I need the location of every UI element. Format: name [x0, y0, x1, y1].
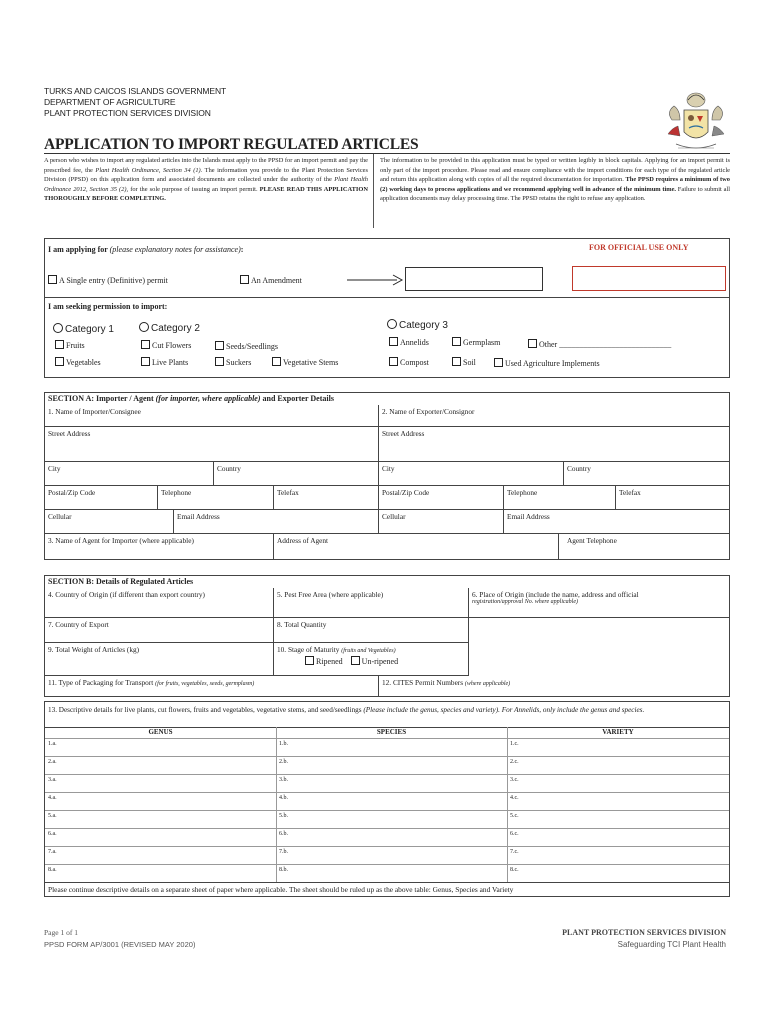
- importer-telephone-field[interactable]: [158, 486, 274, 510]
- genus-cell[interactable]: 4.a.: [48, 795, 57, 801]
- live-plants-option[interactable]: [141, 357, 188, 367]
- germplasm-option[interactable]: [452, 337, 500, 347]
- importer-postal-field[interactable]: [45, 486, 158, 510]
- variety-cell[interactable]: 5.c.: [510, 813, 519, 819]
- telephone-label: Telephone: [507, 488, 538, 497]
- pest-free-area-label: 5. Pest Free Area (where applicable): [277, 590, 384, 599]
- agent-name-field[interactable]: [45, 534, 274, 560]
- email-label: Email Address: [507, 512, 550, 521]
- other-checkbox[interactable]: [528, 339, 537, 348]
- suckers-option[interactable]: [215, 357, 251, 367]
- packaging-type-field[interactable]: [45, 676, 379, 697]
- vegetables-checkbox[interactable]: [55, 357, 64, 366]
- importer-email-field[interactable]: [174, 510, 379, 534]
- packaging-type-label: 11. Type of Packaging for Transport: [48, 678, 156, 687]
- seeds-option[interactable]: [215, 341, 278, 351]
- country-of-export-label: 7. Country of Export: [48, 620, 109, 629]
- section-b-title: SECTION B: Details of Regulated Articles: [45, 576, 730, 588]
- country-label: Country: [217, 464, 241, 473]
- species-cell[interactable]: 7.b.: [279, 849, 288, 855]
- vegetative-label: Vegetative Stems: [283, 358, 339, 367]
- cellular-label: Cellular: [382, 512, 406, 521]
- live-plants-label: Live Plants: [152, 358, 189, 367]
- vegetative-checkbox[interactable]: [272, 357, 281, 366]
- division-name: PLANT PROTECTION SERVICES DIVISION: [44, 108, 211, 118]
- species-cell[interactable]: 2.b.: [279, 759, 288, 765]
- soil-label: Soil: [463, 358, 476, 367]
- intro-text: The information to be provided in this application must be typed or written legibly in block capitals. Applying for an import permit is only part of the import procedure. Please read and ensure compliance with the import conditions for each type of the regulated article and return this application along with copies of all the required documentation for importation.: [380, 157, 730, 184]
- cellular-label: Cellular: [48, 512, 72, 521]
- fruits-option[interactable]: [55, 340, 85, 350]
- unripened-checkbox[interactable]: [351, 656, 360, 665]
- importer-name-label: 1. Name of Importer/Consignee: [48, 407, 141, 416]
- importer-cellular-field[interactable]: [45, 510, 174, 534]
- section-b-table: [44, 575, 730, 697]
- compost-label: Compost: [400, 358, 429, 367]
- descriptive-details-table: [44, 701, 730, 897]
- total-weight-label: 9. Total Weight of Articles (kg): [48, 645, 140, 654]
- total-quantity-field[interactable]: [274, 618, 469, 643]
- applying-label-text: I am applying for: [48, 245, 110, 254]
- suckers-label: Suckers: [226, 358, 252, 367]
- country-label: Country: [567, 464, 591, 473]
- total-quantity-label: 8. Total Quantity: [277, 620, 327, 629]
- city-label: City: [48, 464, 61, 473]
- agent-telephone-label: Agent Telephone: [567, 536, 617, 545]
- coat-of-arms-icon: [662, 90, 730, 160]
- arrow-right-icon: [345, 268, 405, 292]
- variety-cell[interactable]: 6.c.: [510, 831, 519, 837]
- cites-permit-note: (where applicable): [464, 681, 511, 687]
- title-rule: [44, 153, 730, 154]
- amendment-label: An Amendment: [251, 276, 302, 285]
- category-1-label: Category 1: [65, 324, 114, 335]
- column-variety: VARIETY: [602, 728, 634, 736]
- section-a-title: [45, 393, 730, 405]
- packaging-type-note: (for fruits, vegetables, seeds, germplasm): [155, 681, 255, 687]
- gov-name: TURKS AND CAICOS ISLANDS GOVERNMENT: [44, 86, 227, 96]
- unripened-label: Un-ripened: [361, 657, 399, 666]
- annelids-checkbox[interactable]: [389, 337, 398, 346]
- variety-cell[interactable]: 4.c.: [510, 795, 519, 801]
- intro-citation: Plant Health Ordinance, Section 34 (1).: [95, 166, 203, 174]
- variety-cell[interactable]: 1.c.: [510, 741, 519, 747]
- maturity-stage-field[interactable]: [274, 643, 469, 676]
- genus-cell[interactable]: 6.a.: [48, 831, 57, 837]
- continue-note: Please continue descriptive details on a separate sheet of paper where applicable. The sheet should be ruled up as the above table: Genus, Species and Variety: [48, 885, 514, 894]
- category-1-option[interactable]: [53, 323, 114, 335]
- ripened-label: Ripened: [316, 657, 343, 666]
- telefax-label: Telefax: [277, 488, 299, 497]
- annelids-option[interactable]: [389, 337, 429, 347]
- suckers-checkbox[interactable]: [215, 357, 224, 366]
- applying-label: [48, 245, 243, 254]
- section-a-table: [44, 392, 730, 560]
- dept-name: DEPARTMENT OF AGRICULTURE: [44, 97, 176, 107]
- letterhead: [44, 86, 226, 119]
- amendment-option[interactable]: [240, 275, 302, 285]
- intro-text: A person who wishes to import any regulated articles into the Islands must apply to the PPSD for an import permit and pay the prescribed fee, the: [44, 157, 368, 174]
- maturity-stage-note: (fruits and Vegetables): [341, 648, 396, 654]
- email-label: Email Address: [177, 512, 220, 521]
- category-2-label: Category 2: [151, 323, 200, 334]
- category-3-option[interactable]: [387, 319, 448, 331]
- maturity-stage-label: 10. Stage of Maturity: [277, 645, 342, 654]
- column-species: SPECIES: [376, 728, 407, 736]
- species-cell[interactable]: 4.b.: [279, 795, 288, 801]
- footer-tagline: Safeguarding TCI Plant Health: [617, 940, 726, 949]
- fruits-checkbox[interactable]: [55, 340, 64, 349]
- fruits-label: Fruits: [66, 341, 85, 350]
- amendment-checkbox[interactable]: [240, 275, 249, 284]
- intro-emphasis: The PPSD requires a minimum of two (2) working days to process applications and we recommend applying well in advance of the minimum time.: [380, 176, 730, 193]
- ripened-checkbox[interactable]: [305, 656, 314, 665]
- category-2-option[interactable]: [139, 322, 200, 334]
- compost-option[interactable]: [389, 357, 429, 367]
- agent-telephone-field[interactable]: [559, 534, 730, 560]
- genus-cell[interactable]: 1.a.: [48, 741, 57, 747]
- vegetables-label: Vegetables: [66, 358, 101, 367]
- page-number: Page 1 of 1: [44, 928, 78, 937]
- single-entry-checkbox[interactable]: [48, 275, 57, 284]
- importer-street-field[interactable]: [45, 427, 379, 462]
- telephone-label: Telephone: [161, 488, 192, 497]
- single-entry-option[interactable]: [48, 275, 168, 285]
- telefax-label: Telefax: [619, 488, 641, 497]
- cut-flowers-label: Cut Flowers: [152, 341, 192, 350]
- cites-permit-label: 12. CITES Permit Numbers: [382, 678, 465, 687]
- implements-option[interactable]: [494, 358, 600, 368]
- live-plants-checkbox[interactable]: [141, 357, 150, 366]
- intro-text: The information you provide to the Plant Protection Services Division (PPSD) on this application form and associated documents are collected under the authority of the: [44, 166, 368, 184]
- intro-divider: [373, 154, 374, 228]
- place-of-origin-note: registration/approval No. where applicable): [472, 599, 578, 605]
- agent-address-label: Address of Agent: [277, 536, 329, 545]
- species-cell[interactable]: 3.b.: [279, 777, 288, 783]
- species-cell[interactable]: 8.b.: [279, 867, 288, 873]
- vegetative-option[interactable]: [272, 357, 338, 367]
- pest-free-area-field[interactable]: [274, 588, 469, 618]
- form-id: PPSD FORM AP/3001 (REVISED MAY 2020): [44, 940, 196, 949]
- seeds-checkbox[interactable]: [215, 341, 224, 350]
- applying-colon: :: [240, 245, 244, 254]
- variety-cell[interactable]: 7.c.: [510, 849, 519, 855]
- other-field[interactable]: Other ____________________________: [539, 340, 672, 349]
- intro-right: [380, 156, 730, 204]
- annelids-label: Annelids: [400, 338, 429, 347]
- species-cell[interactable]: 5.b.: [279, 813, 288, 819]
- germplasm-label: Germplasm: [463, 338, 501, 347]
- intro-text: Failure to submit all application documents may delay processing time. The PPSD retains the right to refuse any application.: [380, 185, 730, 203]
- variety-cell[interactable]: 8.c.: [510, 867, 519, 873]
- official-use-label: FOR OFFICIAL USE ONLY: [589, 243, 689, 252]
- country-of-origin-label: 4. Country of Origin (if different than export country): [48, 590, 205, 599]
- footer-division: PLANT PROTECTION SERVICES DIVISION: [562, 928, 726, 937]
- compost-checkbox[interactable]: [389, 357, 398, 366]
- exporter-email-field[interactable]: [504, 510, 730, 534]
- genus-cell[interactable]: 3.a.: [48, 777, 57, 783]
- implements-checkbox[interactable]: [494, 358, 503, 367]
- implements-label: Used Agriculture Implements: [505, 359, 600, 368]
- other-option[interactable]: [528, 339, 671, 349]
- exporter-postal-field[interactable]: [379, 486, 504, 510]
- variety-cell[interactable]: 2.c.: [510, 759, 519, 765]
- place-of-origin-continued[interactable]: [469, 643, 730, 676]
- section-a-title-text: and Exporter Details: [260, 394, 334, 403]
- intro-left: [44, 156, 368, 204]
- exporter-country-field[interactable]: [564, 462, 730, 486]
- intro-text: for the sole purpose of issuing an import permit.: [128, 185, 260, 193]
- cut-flowers-checkbox[interactable]: [141, 340, 150, 349]
- country-of-export-field[interactable]: [45, 618, 274, 643]
- descriptive-details-label: 13. Descriptive details for live plants, cut flowers, fruits and vegetables, vegetative stems, and seed/seedlings: [48, 706, 364, 714]
- importer-telefax-field[interactable]: [274, 486, 379, 510]
- postal-label: Postal/Zip Code: [48, 488, 96, 497]
- agent-address-field[interactable]: [274, 534, 559, 560]
- category-3-radio[interactable]: [387, 319, 397, 329]
- place-of-origin-label: 6. Place of Origin (include the name, address and official: [472, 590, 639, 599]
- germplasm-checkbox[interactable]: [452, 337, 461, 346]
- agent-name-label: 3. Name of Agent for Importer (where applicable): [48, 536, 194, 545]
- category-1-radio[interactable]: [53, 323, 63, 333]
- genus-cell[interactable]: 5.a.: [48, 813, 57, 819]
- soil-option[interactable]: [452, 357, 476, 367]
- exporter-telefax-field[interactable]: [616, 486, 730, 510]
- exporter-cellular-field[interactable]: [379, 510, 504, 534]
- importer-name-field[interactable]: [45, 405, 379, 427]
- genus-cell[interactable]: 2.a.: [48, 759, 57, 765]
- category-3-label: Category 3: [399, 320, 448, 331]
- importer-city-field[interactable]: [45, 462, 214, 486]
- variety-cell[interactable]: 3.c.: [510, 777, 519, 783]
- exporter-name-label: 2. Name of Exporter/Consignor: [382, 407, 475, 416]
- species-cell[interactable]: 1.b.: [279, 741, 288, 747]
- place-of-origin-continued[interactable]: [469, 618, 730, 643]
- applying-note: (please explanatory notes for assistance): [109, 245, 241, 254]
- intro-warning: PLEASE READ THIS APPLICATION THOROUGHLY BEFORE COMPLETING.: [44, 185, 368, 203]
- seeking-label: I am seeking permission to import:: [48, 302, 168, 311]
- descriptive-details-note: (Please include the genus, species and variety). For Annelids, only include the genus and species.: [363, 706, 645, 714]
- importer-country-field[interactable]: [214, 462, 379, 486]
- soil-checkbox[interactable]: [452, 357, 461, 366]
- exporter-street-field[interactable]: [379, 427, 730, 462]
- species-cell[interactable]: 6.b.: [279, 831, 288, 837]
- street-label: Street Address: [48, 429, 91, 438]
- genus-cell[interactable]: 7.a.: [48, 849, 57, 855]
- city-label: City: [382, 464, 395, 473]
- street-label: Street Address: [382, 429, 425, 438]
- section-a-title-text: SECTION A: Importer / Agent: [48, 394, 156, 403]
- place-of-origin-field[interactable]: [469, 588, 730, 618]
- table-rule: [45, 882, 729, 883]
- cut-flowers-option[interactable]: [141, 340, 191, 350]
- official-use-box: [572, 266, 726, 291]
- category-2-radio[interactable]: [139, 322, 149, 332]
- section-a-title-note: (for importer, where applicable): [155, 394, 261, 403]
- vegetables-option[interactable]: [55, 357, 101, 367]
- total-weight-field[interactable]: [45, 643, 274, 676]
- intro-citation: Plant Health Ordinance 2012, Section 35 (2),: [44, 176, 369, 193]
- seeds-label: Seeds/Seedlings: [226, 342, 278, 351]
- exporter-city-field[interactable]: [379, 462, 564, 486]
- postal-label: Postal/Zip Code: [382, 488, 430, 497]
- exporter-telephone-field[interactable]: [504, 486, 616, 510]
- country-of-origin-field[interactable]: [45, 588, 274, 618]
- descriptive-details-heading: [48, 705, 728, 715]
- column-genus: GENUS: [148, 728, 173, 736]
- amendment-reference-field[interactable]: [405, 267, 543, 291]
- page-title: APPLICATION TO IMPORT REGULATED ARTICLES: [44, 136, 419, 153]
- genus-cell[interactable]: 8.a.: [48, 867, 57, 873]
- single-entry-label: A Single entry (Definitive) permit: [59, 276, 168, 285]
- exporter-name-field[interactable]: [379, 405, 730, 427]
- cites-permit-field[interactable]: [379, 676, 730, 697]
